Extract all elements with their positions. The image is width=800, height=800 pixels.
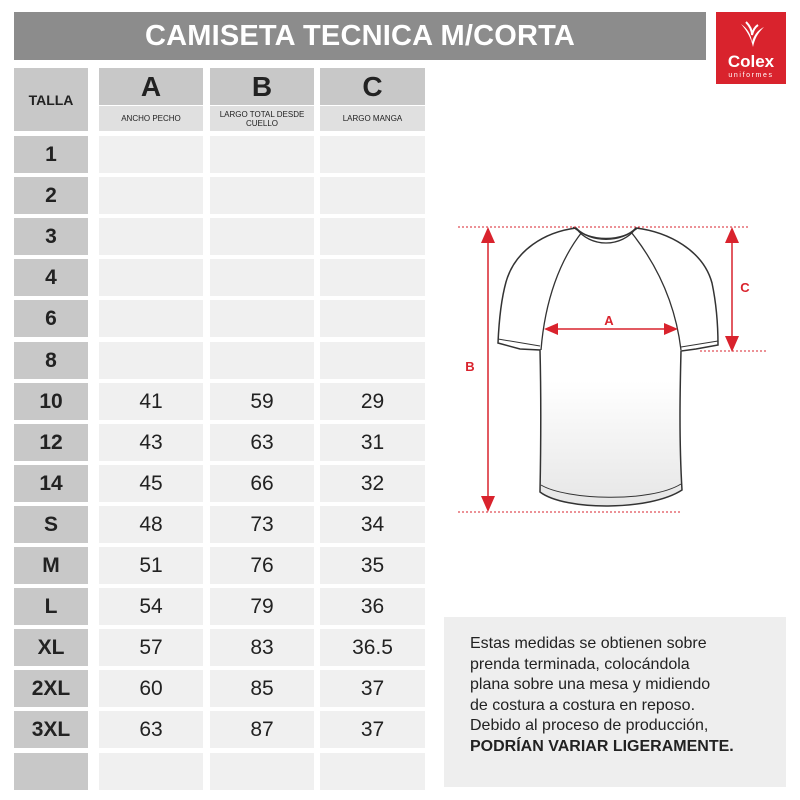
logo-tagline: uniformes xyxy=(728,72,774,79)
label-c: C xyxy=(740,280,750,295)
label-b: B xyxy=(465,359,475,374)
measure-cell xyxy=(99,218,203,255)
size-cell: XL xyxy=(14,629,88,666)
logo-brand-name: Colex xyxy=(727,52,775,71)
measurement-note xyxy=(444,617,786,787)
measure-cell xyxy=(210,136,314,173)
measure-cell xyxy=(99,259,203,296)
size-cell: L xyxy=(14,588,88,625)
measure-cell xyxy=(320,300,425,337)
column-letter: C xyxy=(320,68,425,105)
measure-cell: 32 xyxy=(320,465,425,502)
measure-cell xyxy=(320,218,425,255)
measure-cell: 66 xyxy=(210,465,314,502)
measure-cell xyxy=(99,177,203,214)
measure-cell: 36.5 xyxy=(320,629,425,666)
size-cell: 2 xyxy=(14,177,88,214)
size-cell: 3 xyxy=(14,218,88,255)
size-cell: 14 xyxy=(14,465,88,502)
measure-cell: 59 xyxy=(210,383,314,420)
size-cell: 2XL xyxy=(14,670,88,707)
measure-cell: 57 xyxy=(99,629,203,666)
measure-cell xyxy=(320,753,425,790)
measure-cell xyxy=(210,259,314,296)
measure-cell: 60 xyxy=(99,670,203,707)
measure-cell xyxy=(210,218,314,255)
column-letter: A xyxy=(99,68,203,105)
bird-logo-icon xyxy=(738,20,766,50)
measure-cell: 41 xyxy=(99,383,203,420)
tshirt-outline xyxy=(498,228,718,506)
measure-cell xyxy=(210,753,314,790)
measure-cell xyxy=(99,136,203,173)
note-line: plana sobre una mesa y midiendo xyxy=(470,676,711,693)
size-cell xyxy=(14,753,88,790)
measure-cell: 83 xyxy=(210,629,314,666)
measure-cell: 31 xyxy=(320,424,425,461)
measure-cell: 34 xyxy=(320,506,425,543)
measure-cell: 87 xyxy=(210,711,314,748)
size-cell: 3XL xyxy=(14,711,88,748)
measure-cell: 63 xyxy=(210,424,314,461)
page-title: CAMISETA TECNICA M/CORTA xyxy=(14,12,706,60)
measure-cell xyxy=(210,300,314,337)
size-cell: 12 xyxy=(14,424,88,461)
measure-arrow-c xyxy=(725,227,739,352)
measure-cell xyxy=(99,753,203,790)
measure-cell: 76 xyxy=(210,547,314,584)
measure-cell xyxy=(99,300,203,337)
label-a: A xyxy=(604,313,614,328)
brand-logo xyxy=(716,12,786,84)
measure-cell xyxy=(320,342,425,379)
measure-cell: 45 xyxy=(99,465,203,502)
size-cell: M xyxy=(14,547,88,584)
size-cell: 4 xyxy=(14,259,88,296)
measure-cell: 35 xyxy=(320,547,425,584)
measure-cell xyxy=(320,136,425,173)
talla-header: TALLA xyxy=(14,68,88,131)
column-letter: B xyxy=(210,68,314,105)
measure-arrow-b xyxy=(481,227,495,512)
size-cell: S xyxy=(14,506,88,543)
note-line: Debido al proceso de producción, xyxy=(470,717,709,734)
note-line: prenda terminada, colocándola xyxy=(470,655,690,673)
tshirt-diagram xyxy=(440,210,770,520)
measure-cell: 48 xyxy=(99,506,203,543)
measure-cell: 63 xyxy=(99,711,203,748)
measure-cell: 43 xyxy=(99,424,203,461)
column-label: LARGO TOTAL DESDE CUELLO xyxy=(210,106,314,131)
size-cell: 8 xyxy=(14,342,88,379)
measure-cell: 37 xyxy=(320,670,425,707)
column-label: LARGO MANGA xyxy=(320,106,425,131)
measure-cell: 29 xyxy=(320,383,425,420)
measure-cell: 51 xyxy=(99,547,203,584)
measure-cell xyxy=(210,177,314,214)
measure-cell: 36 xyxy=(320,588,425,625)
measure-cell: 73 xyxy=(210,506,314,543)
size-cell: 10 xyxy=(14,383,88,420)
column-label: ANCHO PECHO xyxy=(99,106,203,131)
size-cell: 6 xyxy=(14,300,88,337)
measure-cell xyxy=(210,342,314,379)
measure-cell xyxy=(99,342,203,379)
measure-cell: 37 xyxy=(320,711,425,748)
measure-cell: 54 xyxy=(99,588,203,625)
measure-cell: 85 xyxy=(210,670,314,707)
note-line: de costura a costura en reposo. xyxy=(470,696,696,714)
note-emphasis: PODRÍAN VARIAR LIGERAMENTE. xyxy=(470,737,734,755)
measure-cell xyxy=(320,259,425,296)
measure-cell: 79 xyxy=(210,588,314,625)
measure-cell xyxy=(320,177,425,214)
note-line: Estas medidas se obtienen sobre xyxy=(470,635,707,652)
size-cell: 1 xyxy=(14,136,88,173)
